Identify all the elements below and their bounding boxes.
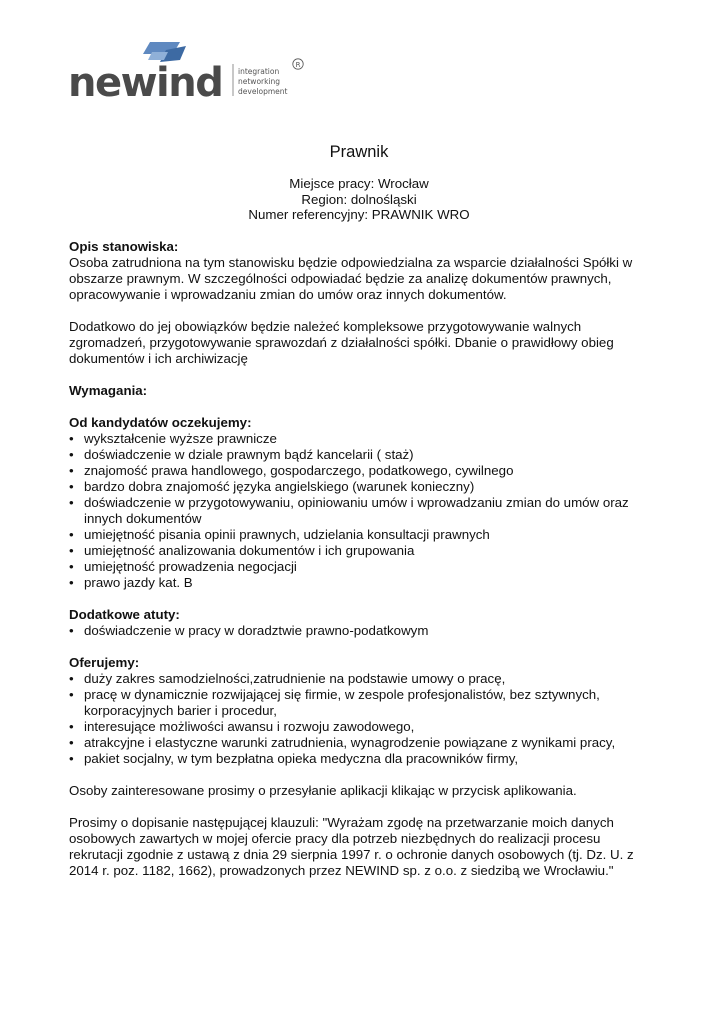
logo-wordmark: newind — [68, 60, 223, 100]
clause-section — [69, 815, 649, 879]
extras-heading: Dodatkowe atuty: — [69, 606, 180, 622]
svg-text:R: R — [295, 61, 301, 69]
list-item: • pracę w dynamicznie rozwijającej się firmie, w zespole profesjonalistów, bez sztywnych, korporacyjnych barier i procedur, — [69, 687, 649, 719]
description-section — [69, 239, 649, 303]
requirements-heading: Wymagania: — [69, 382, 148, 398]
extras-list — [69, 623, 649, 639]
gdpr-clause: Prosimy o dopisanie następującej klauzuli: "Wyrażam zgodę na przetwarzanie moich danych osobowych zawartych w mojej ofercie pracy dla potrzeb niezbędnych do realizacji procesu rekrutacji zgodnie z ustawą z dnia 29 sierpnia 1997 r. o ochronie danych osobowych (tj. Dz. U. z 2014 r. poz. 1182, 1662), prowadzonych przez NEWIND sp. z o.o. z siedzibą we Wrocławiu." — [69, 814, 634, 878]
list-item: • duży zakres samodzielności,zatrudnienie na podstawie umowy o pracę, — [69, 671, 649, 687]
expectations-heading: Od kandydatów oczekujemy: — [69, 414, 252, 430]
description-section-2 — [69, 319, 649, 367]
expectations-section — [69, 415, 649, 591]
list-item: • umiejętność prowadzenia negocjacji — [69, 559, 649, 575]
list-item: • bardzo dobra znajomość języka angielskiego (warunek konieczny) — [69, 479, 649, 495]
list-item: • interesujące możliwości awansu i rozwoju zawodowego, — [69, 719, 649, 735]
job-title: Prawnik — [329, 143, 389, 161]
description-heading: Opis stanowiska: — [69, 238, 179, 254]
list-item: • atrakcyjne i elastyczne warunki zatrudnienia, wynagrodzenie powiązane z wynikami pracy, — [69, 735, 649, 751]
list-item: • wykształcenie wyższe prawnicze — [69, 431, 649, 447]
description-paragraph-1: Osoba zatrudniona na tym stanowisku będzie odpowiedzialna za wsparcie działalności Spółki w obszarze prawnym. W szczególności odpowiadać będzie za analizę dokumentów prawnych, opracowywanie i wprowadzaniu zmian do umów oraz innych dokumentów. — [69, 254, 633, 302]
newind-logo — [68, 40, 318, 100]
list-item: • doświadczenie w pracy w doradztwie prawno-podatkowym — [69, 623, 649, 639]
logo-tagline-3: development — [238, 87, 288, 96]
offer-section — [69, 655, 649, 767]
apply-section — [69, 783, 649, 799]
job-posting — [69, 142, 649, 895]
job-meta — [69, 176, 649, 223]
job-reference: Numer referencyjny: PRAWNIK WRO — [248, 207, 470, 222]
list-item: • pakiet socjalny, w tym bezpłatna opieka medyczna dla pracowników firmy, — [69, 751, 649, 767]
extras-section — [69, 607, 649, 639]
logo-tagline-1: integration — [238, 67, 280, 76]
list-item: • umiejętność analizowania dokumentów i ich grupowania — [69, 543, 649, 559]
apply-text: Osoby zainteresowane prosimy o przesyłanie aplikacji klikając w przycisk aplikowania. — [69, 782, 577, 798]
offer-list — [69, 671, 649, 767]
logo-emblem-icon — [143, 42, 186, 62]
job-location: Miejsce pracy: Wrocław — [289, 176, 429, 191]
offer-heading: Oferujemy: — [69, 654, 140, 670]
job-region: Region: dolnośląski — [301, 191, 417, 207]
list-item: • doświadczenie w przygotowywaniu, opiniowaniu umów i wprowadzaniu zmian do umów oraz innych dokumentów — [69, 495, 649, 527]
requirements-list — [69, 431, 649, 591]
description-paragraph-2: Dodatkowo do jej obowiązków będzie należeć kompleksowe przygotowywanie walnych zgromadzeń, przygotowywanie sprawozdań z działalności spółki. Dbanie o prawidłowy obieg dokumentów i ich archiwizację — [69, 318, 614, 366]
list-item: • prawo jazdy kat. B — [69, 575, 649, 591]
list-item: • znajomość prawa handlowego, gospodarczego, podatkowego, cywilnego — [69, 463, 649, 479]
list-item: • umiejętność pisania opinii prawnych, udzielania konsultacji prawnych — [69, 527, 649, 543]
list-item: • doświadczenie w dziale prawnym bądź kancelarii ( staż) — [69, 447, 649, 463]
requirements-heading-block — [69, 383, 649, 399]
logo-tagline-2: networking — [238, 77, 281, 86]
